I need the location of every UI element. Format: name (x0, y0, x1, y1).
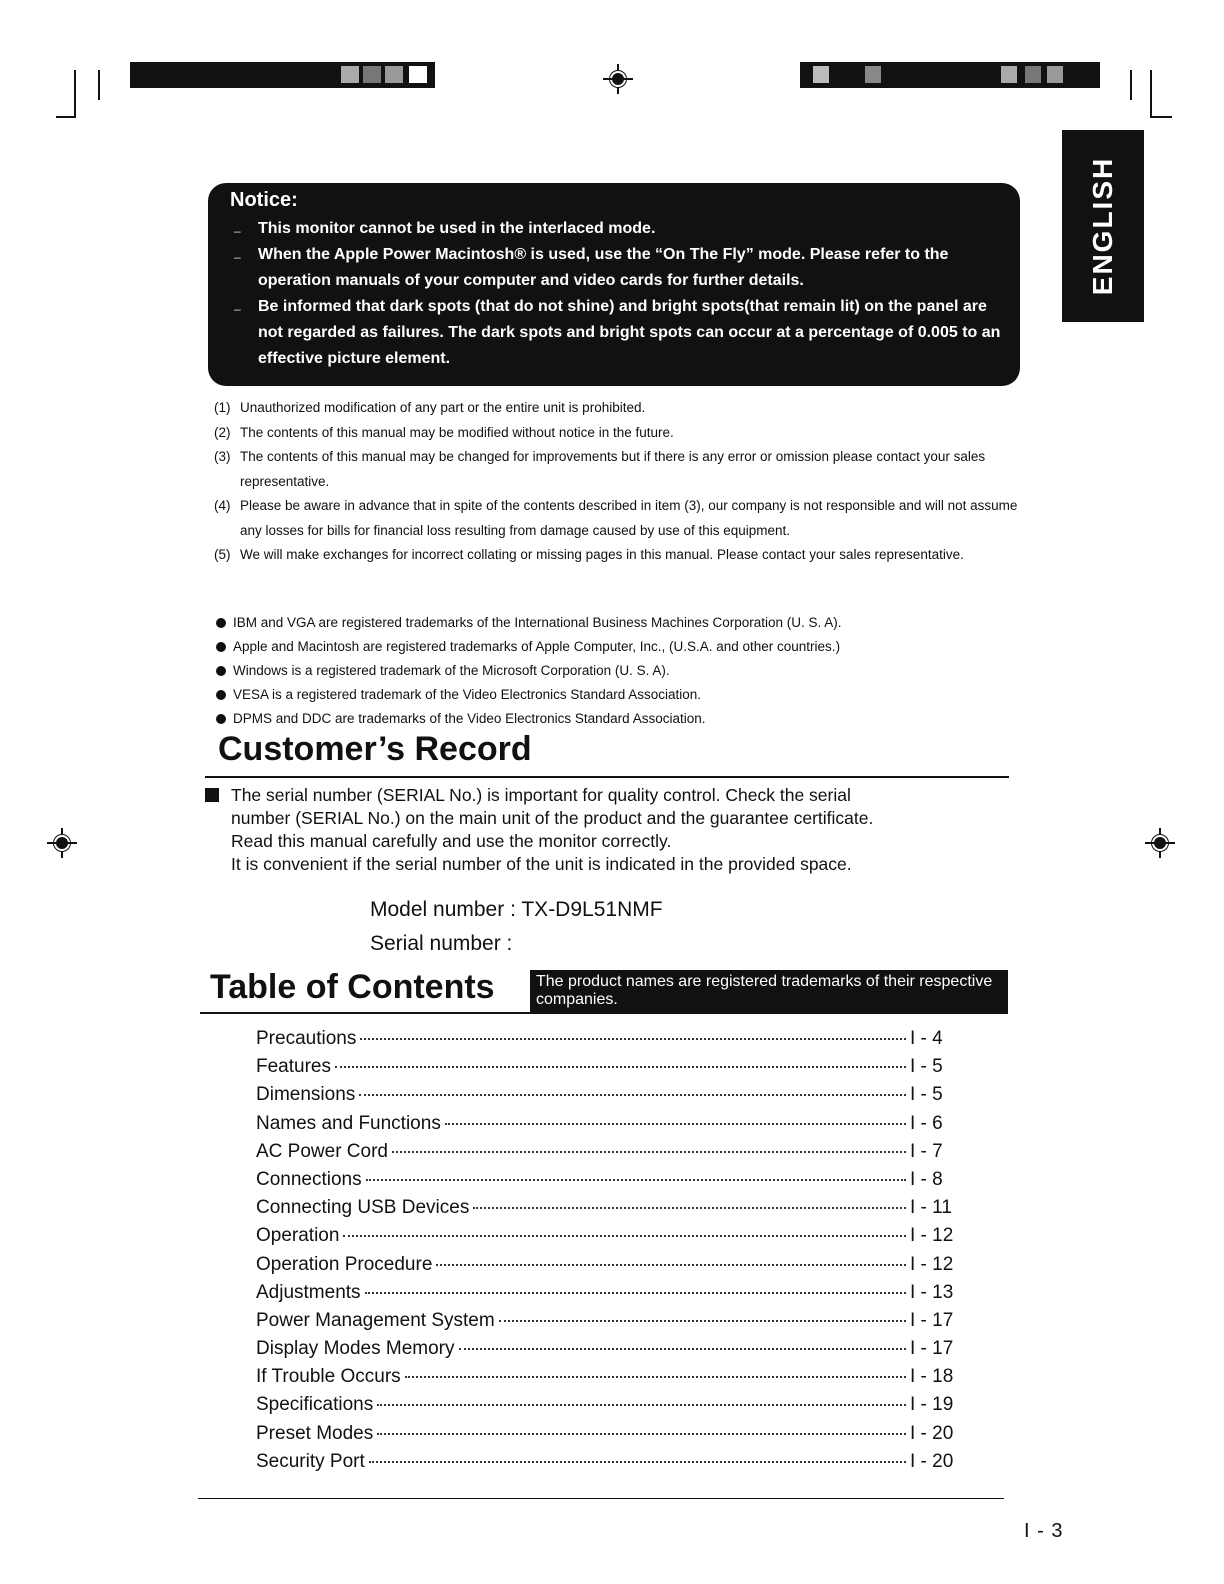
toc-entry[interactable]: Precautions I - 4 (256, 1028, 943, 1049)
trademark-item: VESA is a registered trademark of the Video Electronics Standard Association. (216, 683, 1026, 707)
toc-list (256, 1028, 996, 1479)
toc-entry[interactable]: Display Modes Memory I - 17 (256, 1338, 954, 1360)
bullet-icon (216, 714, 226, 724)
serial-number-field: Serial number : (370, 932, 513, 955)
bullet-icon (216, 690, 226, 700)
registration-mark-top (603, 64, 633, 94)
crop-mark-top-left-h (56, 116, 76, 118)
numbered-item: (4) Please be aware in advance that in spite of the contents described in item (3), our company is not responsible and will not assume any losses for bills for financial loss resulting from damage caused by use of this equipment. (214, 498, 1018, 538)
trademark-item: IBM and VGA are registered trademarks of the International Business Machines Corporation (U. S. A). (216, 611, 1026, 635)
toc-heading: Table of Contents (210, 968, 495, 1006)
page-number: I - 3 (1024, 1520, 1064, 1542)
bullet-icon (216, 666, 226, 676)
toc-top-rule (200, 1012, 1008, 1014)
trademark-item: Windows is a registered trademark of the Microsoft Corporation (U. S. A). (216, 659, 1026, 683)
numbered-item: (5) We will make exchanges for incorrect collating or missing pages in this manual. Please contact your sales representative. (214, 547, 964, 562)
crop-mark-top-right-v (1150, 70, 1152, 118)
toc-entry[interactable]: Operation I - 12 (256, 1225, 954, 1247)
registration-mark-right (1145, 828, 1175, 858)
bullet-icon (216, 618, 226, 628)
toc-entry[interactable]: Dimensions I - 5 (256, 1084, 943, 1106)
toc-entry[interactable]: Adjustments I - 13 (256, 1281, 954, 1303)
crop-mark-top-left-v2 (98, 70, 100, 100)
toc-entry[interactable]: Specifications I - 19 (256, 1394, 954, 1416)
toc-entry[interactable]: If Trouble Occurs I - 18 (256, 1366, 954, 1388)
customer-record-body: The serial number (SERIAL No.) is important for quality control. Check the serial number (SERIAL No.) on the main unit of the product and the guarantee certificate. Read this manual carefully and use the monitor correctly. It is convenient if the serial number of the unit is indicated in the provided space. (205, 784, 1005, 876)
toc-entry[interactable]: Names and Functions I - 6 (256, 1112, 943, 1134)
numbered-item: (1) Unauthorized modification of any part or the entire unit is prohibited. (214, 400, 646, 415)
numbered-item: (3) The contents of this manual may be changed for improvements but if there is any error or omission please contact your sales representative. (214, 449, 986, 489)
toc-entry[interactable]: AC Power Cord I - 7 (256, 1140, 943, 1162)
color-bar-left (130, 62, 435, 88)
toc-entry[interactable]: Power Management System I - 17 (256, 1309, 954, 1331)
trademark-item: DPMS and DDC are trademarks of the Video Electronics Standard Association. (216, 707, 1026, 731)
language-tab (1062, 130, 1144, 322)
numbered-items (214, 396, 1024, 568)
numbered-item: (2) The contents of this manual may be modified without notice in the future. (214, 424, 674, 440)
toc-entry[interactable]: Connections I - 8 (256, 1168, 943, 1190)
toc-entry[interactable]: Security Port I - 20 (256, 1450, 954, 1472)
customer-record-heading: Customer’s Record (218, 730, 532, 768)
crop-mark-top-right-h (1150, 116, 1172, 118)
model-number-field: Model number : TX-D9L51NMF (370, 898, 663, 921)
square-bullet-icon (205, 788, 219, 802)
notice-title: Notice: (230, 189, 298, 211)
crop-mark-top-left-v (74, 70, 76, 118)
trademark-list (216, 611, 1026, 731)
heading-rule (205, 776, 1009, 778)
toc-entry[interactable]: Features I - 5 (256, 1056, 943, 1078)
trademark-item: Apple and Macintosh are registered trademarks of Apple Computer, Inc., (U.S.A. and other countries.) (216, 635, 1026, 659)
toc-entry[interactable]: Operation Procedure I - 12 (256, 1253, 954, 1275)
bullet-icon (216, 642, 226, 652)
notice-box (208, 183, 1020, 386)
notice-item: – When the Apple Power Macintosh® is used, use the “On The Fly” mode. Please refer to the operation manuals of your computer and video cards for further details. (234, 246, 949, 289)
color-bar-right (800, 62, 1100, 88)
toc-entry[interactable]: Preset Modes I - 20 (256, 1422, 954, 1444)
notice-item: – This monitor cannot be used in the interlaced mode. (234, 220, 656, 238)
language-tab-label: ENGLISH (1087, 156, 1118, 296)
notice-item: – Be informed that dark spots (that do not shine) and bright spots(that remain lit) on the panel are not regarded as failures. The dark spots and bright spots can occur at a percentage of 0.005 to an effective picture element. (234, 298, 1001, 367)
toc-entry[interactable]: Connecting USB Devices I - 11 (256, 1197, 952, 1219)
toc-bottom-rule (198, 1498, 1004, 1499)
toc-trademark-note: The product names are registered trademarks of their respective companies. (530, 970, 1008, 1012)
notice-list (230, 216, 1004, 372)
crop-mark-top-right-v2 (1130, 70, 1132, 100)
registration-mark-left (47, 828, 77, 858)
